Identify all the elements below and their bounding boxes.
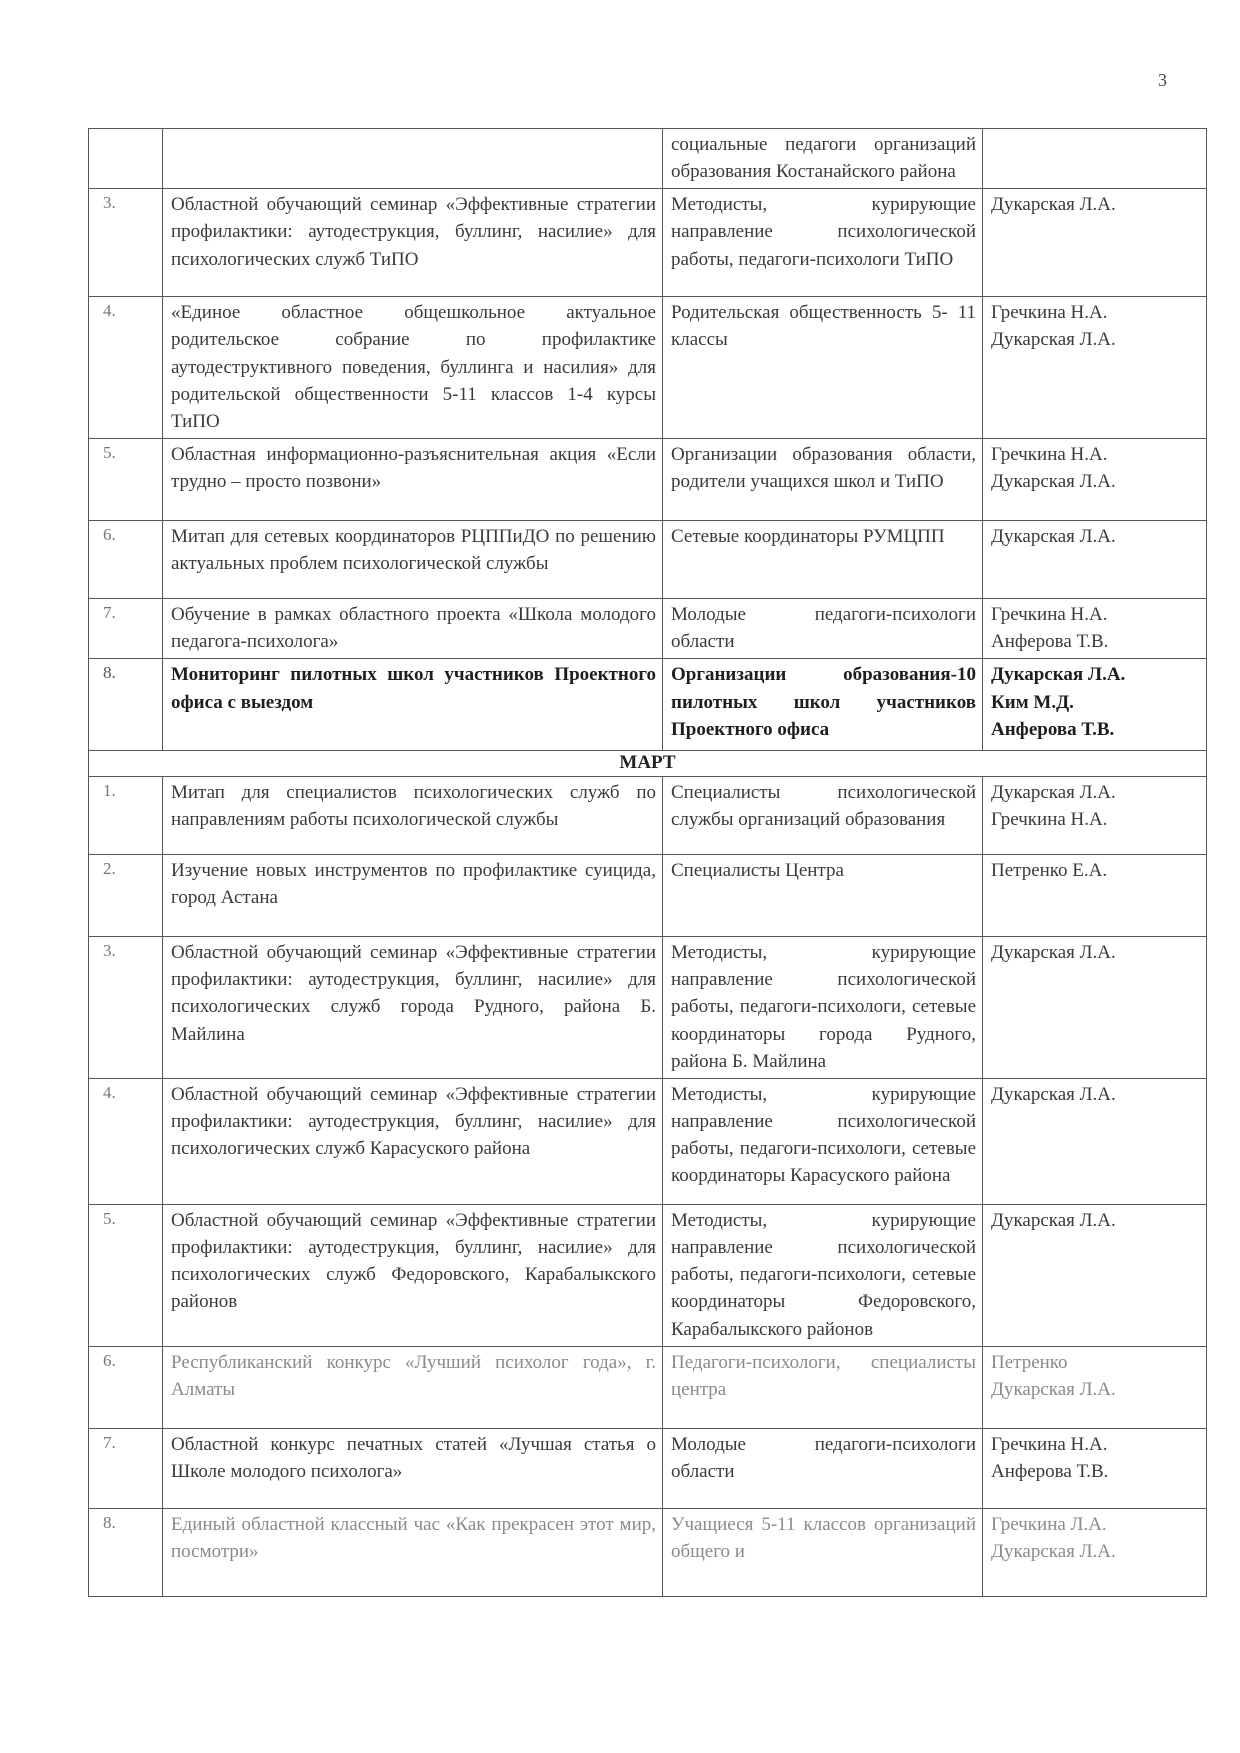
row-number: 3. — [89, 189, 163, 297]
participants-cell: Методисты, курирующие направление психологической работы, педагоги-психологи ТиПО — [663, 189, 983, 297]
month-heading-row — [89, 751, 1207, 777]
responsible-name: Гречкина Н.А. — [991, 809, 1108, 831]
participants-cell: Учащиеся 5-11 классов организаций общего и — [663, 1508, 983, 1596]
participants-cell: Родительская общественность 5- 11 классы — [663, 297, 983, 439]
table-row — [89, 189, 1207, 297]
responsible-name: Петренко — [991, 1351, 1068, 1373]
responsible-cell — [983, 777, 1207, 855]
table-row — [89, 855, 1207, 937]
responsible-name: Гречкина Н.А. — [991, 302, 1108, 324]
responsible-cell — [983, 439, 1207, 521]
responsible-cell — [983, 129, 1207, 189]
participants-cell: Специалисты психологической службы организаций образования — [663, 777, 983, 855]
responsible-name: Дукарская Л.А. — [991, 664, 1126, 686]
table-row — [89, 937, 1207, 1079]
responsible-name: Гречкина Л.А. — [991, 1513, 1107, 1535]
participants-cell: Методисты, курирующие направление психологической работы, педагоги-психологи, сетевые координаторы города Рудного, района Б. Майлина — [663, 937, 983, 1079]
responsible-name: Дукарская Л.А. — [991, 1083, 1116, 1105]
row-number: 5. — [89, 1204, 163, 1346]
responsible-cell — [983, 855, 1207, 937]
event-cell: Республиканский конкурс «Лучший психолог года», г. Алматы — [163, 1346, 663, 1428]
responsible-cell — [983, 1428, 1207, 1508]
responsible-name: Дукарская Л.А. — [991, 471, 1116, 493]
responsible-name: Гречкина Н.А. — [991, 1433, 1108, 1455]
participants-cell: Сетевые координаторы РУМЦПП — [663, 521, 983, 599]
row-number: 6. — [89, 521, 163, 599]
row-number — [89, 129, 163, 189]
responsible-cell — [983, 599, 1207, 659]
responsible-name: Дукарская Л.А. — [991, 942, 1116, 964]
table-body-march — [89, 777, 1207, 1597]
table-row — [89, 1346, 1207, 1428]
table-row — [89, 777, 1207, 855]
responsible-cell — [983, 1346, 1207, 1428]
event-cell: Областной обучающий семинар «Эффективные стратегии профилактики: аутодеструкция, буллинг, насилие» для психологических служб Федоровского, Карабалыкского районов — [163, 1204, 663, 1346]
responsible-name: Дукарская Л.А. — [991, 782, 1116, 804]
responsible-cell — [983, 1508, 1207, 1596]
responsible-name: Дукарская Л.А. — [991, 1209, 1116, 1231]
responsible-name: Анферова Т.В. — [991, 631, 1109, 653]
participants-cell: Организации образования-10 пилотных школ участников Проектного офиса — [663, 659, 983, 751]
table-body-february — [89, 129, 1207, 659]
table-body-bold-row — [89, 659, 1207, 751]
table-row — [89, 599, 1207, 659]
participants-cell: Организации образования области, родители учащихся школ и ТиПО — [663, 439, 983, 521]
event-cell: Областная информационно-разъяснительная акция «Если трудно – просто позвони» — [163, 439, 663, 521]
responsible-cell — [983, 1204, 1207, 1346]
responsible-name: Дукарская Л.А. — [991, 329, 1116, 351]
responsible-cell — [983, 297, 1207, 439]
table-row — [89, 439, 1207, 521]
responsible-name: Дукарская Л.А. — [991, 194, 1116, 216]
responsible-cell — [983, 659, 1207, 751]
row-number: 5. — [89, 439, 163, 521]
responsible-name: Гречкина Н.А. — [991, 604, 1108, 626]
table-row — [89, 659, 1207, 751]
participants-cell: Молодые педагоги-психологи области — [663, 599, 983, 659]
event-cell: Единый областной классный час «Как прекрасен этот мир, посмотри» — [163, 1508, 663, 1596]
event-cell: Областной обучающий семинар «Эффективные стратегии профилактики: аутодеструкция, буллинг, насилие» для психологических служб города Рудного, района Б. Майлина — [163, 937, 663, 1079]
table-body-month — [89, 751, 1207, 777]
responsible-name: Дукарская Л.А. — [991, 526, 1116, 548]
responsible-cell — [983, 521, 1207, 599]
participants-cell: Молодые педагоги-психологи области — [663, 1428, 983, 1508]
responsible-name: Петренко Е.А. — [991, 860, 1108, 882]
event-cell: Областной обучающий семинар «Эффективные стратегии профилактики: аутодеструкция, буллинг, насилие» для психологических служб ТиПО — [163, 189, 663, 297]
responsible-name: Дукарская Л.А. — [991, 1541, 1116, 1563]
event-cell: «Единое областное общешкольное актуальное родительское собрание по профилактике аутодеструктивного поведения, буллинга и насилия» для родительской общественности 5-11 классов 1-4 курсы ТиПО — [163, 297, 663, 439]
row-number: 4. — [89, 297, 163, 439]
event-cell: Митап для сетевых координаторов РЦППиДО по решению актуальных проблем психологической службы — [163, 521, 663, 599]
event-cell — [163, 129, 663, 189]
participants-cell: Методисты, курирующие направление психологической работы, педагоги-психологи, сетевые координаторы Карасуского района — [663, 1078, 983, 1204]
table-row — [89, 129, 1207, 189]
row-number: 8. — [89, 1508, 163, 1596]
event-cell: Изучение новых инструментов по профилактике суицида, город Астана — [163, 855, 663, 937]
table-row — [89, 521, 1207, 599]
row-number: 6. — [89, 1346, 163, 1428]
responsible-name: Ким М.Д. — [991, 691, 1074, 713]
row-number: 1. — [89, 777, 163, 855]
table-row — [89, 297, 1207, 439]
event-cell: Митап для специалистов психологических служб по направлениям работы психологической службы — [163, 777, 663, 855]
table-row — [89, 1204, 1207, 1346]
participants-cell: Методисты, курирующие направление психологической работы, педагоги-психологи, сетевые координаторы Федоровского, Карабалыкского районов — [663, 1204, 983, 1346]
event-cell: Областной обучающий семинар «Эффективные стратегии профилактики: аутодеструкция, буллинг, насилие» для психологических служб Карасуского района — [163, 1078, 663, 1204]
row-number: 4. — [89, 1078, 163, 1204]
event-cell: Мониторинг пилотных школ участников Проектного офиса с выездом — [163, 659, 663, 751]
responsible-name: Анферова Т.В. — [991, 718, 1115, 740]
table-row — [89, 1428, 1207, 1508]
event-cell: Обучение в рамках областного проекта «Школа молодого педагога-психолога» — [163, 599, 663, 659]
participants-cell: социальные педагоги организаций образования Костанайского района — [663, 129, 983, 189]
participants-cell: Специалисты Центра — [663, 855, 983, 937]
row-number: 8. — [89, 659, 163, 751]
row-number: 3. — [89, 937, 163, 1079]
responsible-cell — [983, 937, 1207, 1079]
row-number: 7. — [89, 1428, 163, 1508]
page-number: 3 — [1158, 70, 1167, 90]
row-number: 7. — [89, 599, 163, 659]
responsible-cell — [983, 189, 1207, 297]
table-row — [89, 1078, 1207, 1204]
event-cell: Областной конкурс печатных статей «Лучшая статья о Школе молодого психолога» — [163, 1428, 663, 1508]
participants-cell: Педагоги-психологи, специалисты центра — [663, 1346, 983, 1428]
responsible-name: Анферова Т.В. — [991, 1461, 1109, 1483]
month-heading: МАРТ — [89, 751, 1207, 777]
responsible-cell — [983, 1078, 1207, 1204]
responsible-name: Гречкина Н.А. — [991, 444, 1108, 466]
event-plan-table — [88, 128, 1207, 1597]
responsible-name: Дукарская Л.А. — [991, 1379, 1116, 1401]
row-number: 2. — [89, 855, 163, 937]
table-row — [89, 1508, 1207, 1596]
